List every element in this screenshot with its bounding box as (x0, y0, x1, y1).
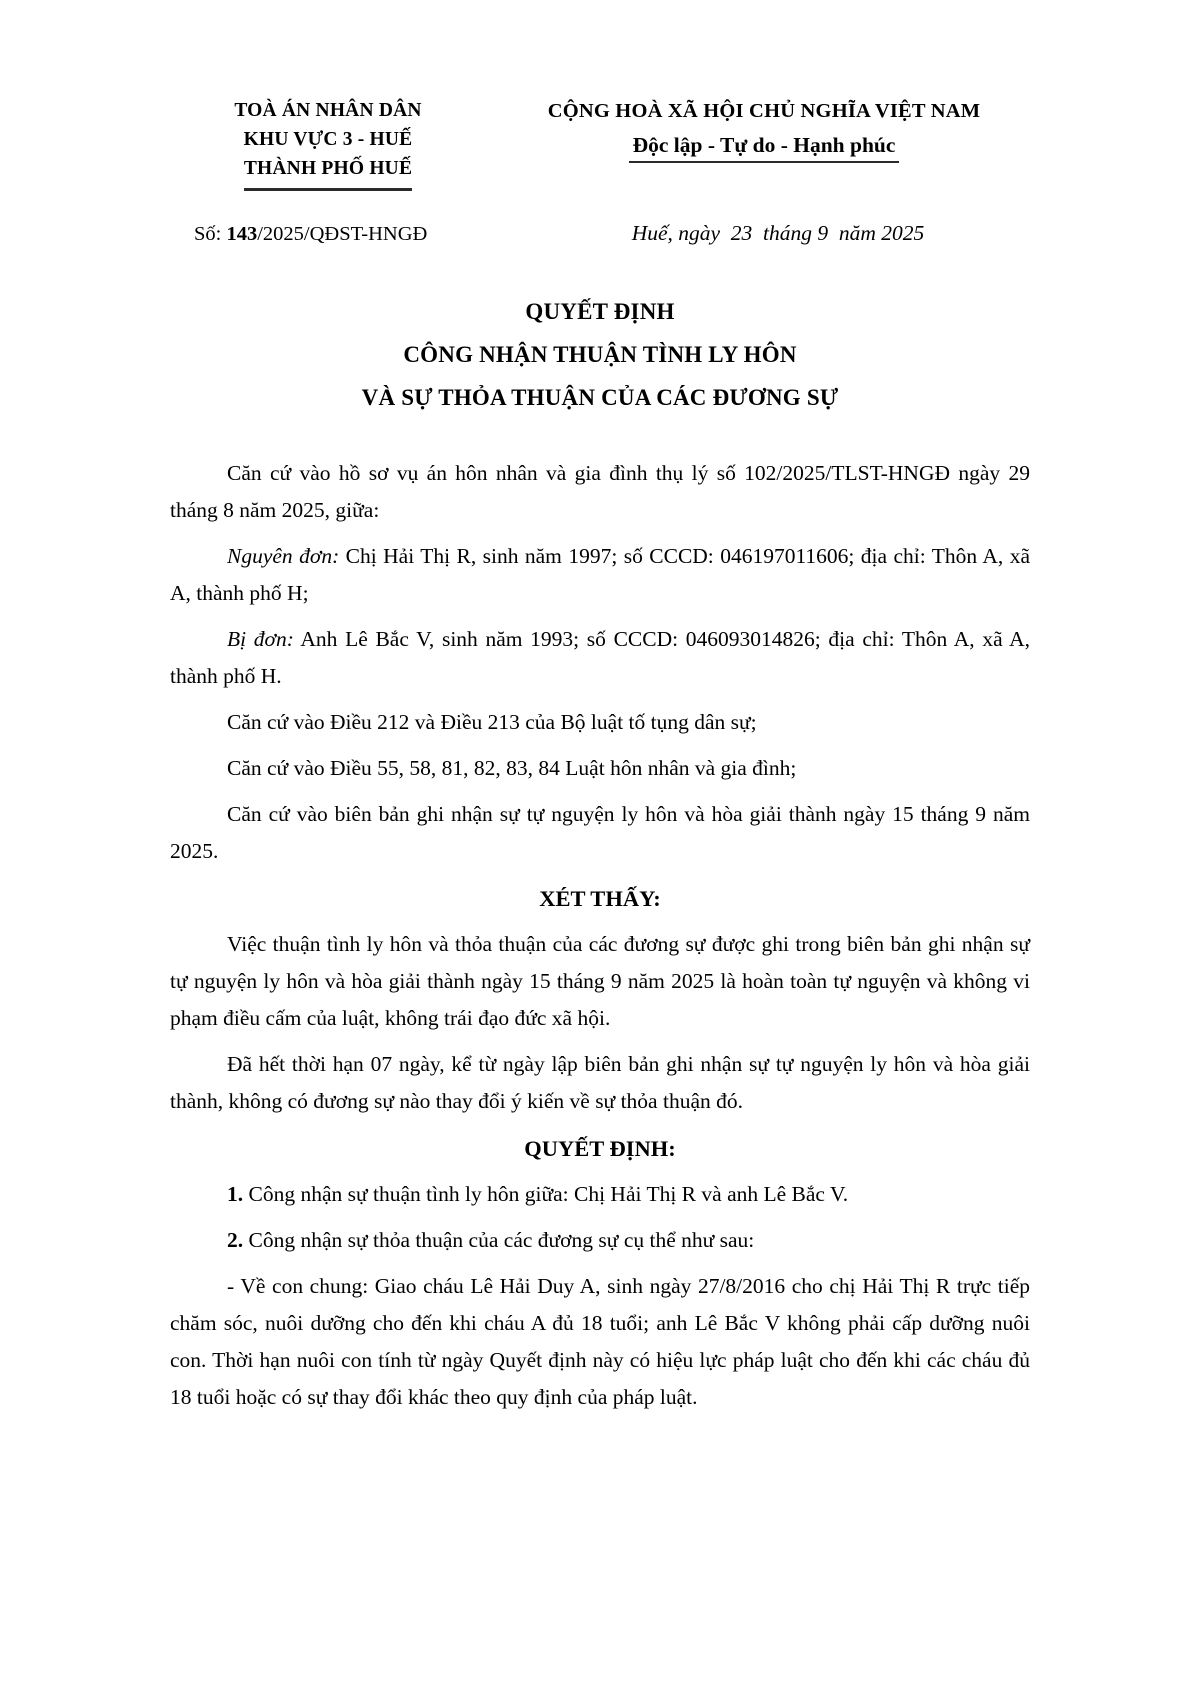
decision-item-1 (170, 1176, 1030, 1213)
paragraph-basis-marriage-law: Căn cứ vào Điều 55, 58, 81, 82, 83, 84 Luật hôn nhân và gia đình; (227, 756, 797, 780)
document-number-suffix: /2025/QĐST-HNGĐ (257, 223, 428, 245)
document-title (170, 290, 1030, 419)
court-name-block (170, 96, 486, 191)
paragraph-basis-record: Căn cứ vào biên bản ghi nhận sự tự nguyện ly hôn và hòa giải thành ngày 15 tháng 9 năm 2025. (170, 802, 1030, 863)
document-title-line3: VÀ SỰ THỎA THUẬN CỦA CÁC ĐƯƠNG SỰ (361, 385, 839, 410)
document-title-line1: QUYẾT ĐỊNH (525, 299, 675, 324)
document-date-line: Huế, ngày 23 tháng 9 năm 2025 (631, 221, 925, 245)
decision-item-2-number: 2. (227, 1228, 244, 1252)
decision-item-2 (170, 1222, 1030, 1259)
plaintiff-details: Chị Hải Thị R, sinh năm 1997; số CCCD: 046197011606; địa chỉ: Thôn A, xã A, thành phố H; (170, 544, 1030, 605)
court-name-line3: THÀNH PHỐ HUẾ (243, 158, 413, 179)
decision-item-1-number: 1. (227, 1182, 244, 1206)
plaintiff-label: Nguyên đơn: (227, 544, 340, 568)
court-name-line2: KHU VỰC 3 - HUẾ (243, 129, 413, 150)
heading-consider: XÉT THẤY: (539, 886, 661, 911)
court-underline-rule (244, 188, 412, 191)
paragraph-basis-case: Căn cứ vào hồ sơ vụ án hôn nhân và gia đình thụ lý số 102/2025/TLST-HNGĐ ngày 29 tháng 8 năm 2025, giữa: (170, 461, 1030, 522)
document-number (170, 223, 486, 246)
paragraph-plaintiff (170, 538, 1030, 612)
paragraph-defendant (170, 621, 1030, 695)
national-motto: Độc lập - Tự do - Hạnh phúc (629, 133, 900, 163)
document-body (170, 455, 1030, 1416)
national-header-block (486, 96, 1030, 163)
paragraph-basis-procedure: Căn cứ vào Điều 212 và Điều 213 của Bộ luật tố tụng dân sự; (227, 710, 757, 734)
paragraph-children-agreement: - Về con chung: Giao cháu Lê Hải Duy A, sinh ngày 27/8/2016 cho chị Hải Thị R trực tiếp chăm sóc, nuôi dưỡng cho đến khi cháu A đủ 18 tuổi; anh Lê Bắc V không phải cấp dưỡng nuôi con. Thời hạn nuôi con tính từ ngày Quyết định này có hiệu lực pháp luật cho đến khi các cháu đủ 18 tuổi hoặc có sự thay đổi khác theo quy định của pháp luật. (170, 1274, 1030, 1409)
paragraph-consider-1: Việc thuận tình ly hôn và thỏa thuận của các đương sự được ghi trong biên bản ghi nhận sự tự nguyện ly hôn và hòa giải thành ngày 15 tháng 9 năm 2025 là hoàn toàn tự nguyện và không vi phạm điều cấm của luật, không trái đạo đức xã hội. (170, 932, 1030, 1030)
decision-item-1-text: Công nhận sự thuận tình ly hôn giữa: Chị Hải Thị R và anh Lê Bắc V. (243, 1182, 849, 1206)
heading-decide: QUYẾT ĐỊNH: (524, 1136, 676, 1161)
paragraph-consider-2: Đã hết thời hạn 07 ngày, kể từ ngày lập biên bản ghi nhận sự tự nguyện ly hôn và hòa giải thành, không có đương sự nào thay đổi ý kiến về sự thỏa thuận đó. (170, 1052, 1030, 1113)
document-title-line2: CÔNG NHẬN THUẬN TÌNH LY HÔN (403, 342, 797, 367)
national-title: CỘNG HOÀ XÃ HỘI CHỦ NGHĨA VIỆT NAM (547, 100, 981, 122)
document-number-label: Số: (194, 223, 227, 245)
document-number-value: 143 (226, 223, 258, 245)
defendant-details: Anh Lê Bắc V, sinh năm 1993; số CCCD: 046093014826; địa chỉ: Thôn A, xã A, thành phố H. (170, 627, 1030, 688)
document-header (170, 96, 1030, 191)
defendant-label: Bị đơn: (227, 627, 294, 651)
decision-item-2-text: Công nhận sự thỏa thuận của các đương sự cụ thể như sau: (243, 1228, 755, 1252)
document-meta-row (170, 221, 1030, 246)
court-name-line1: TOÀ ÁN NHÂN DÂN (234, 100, 422, 121)
